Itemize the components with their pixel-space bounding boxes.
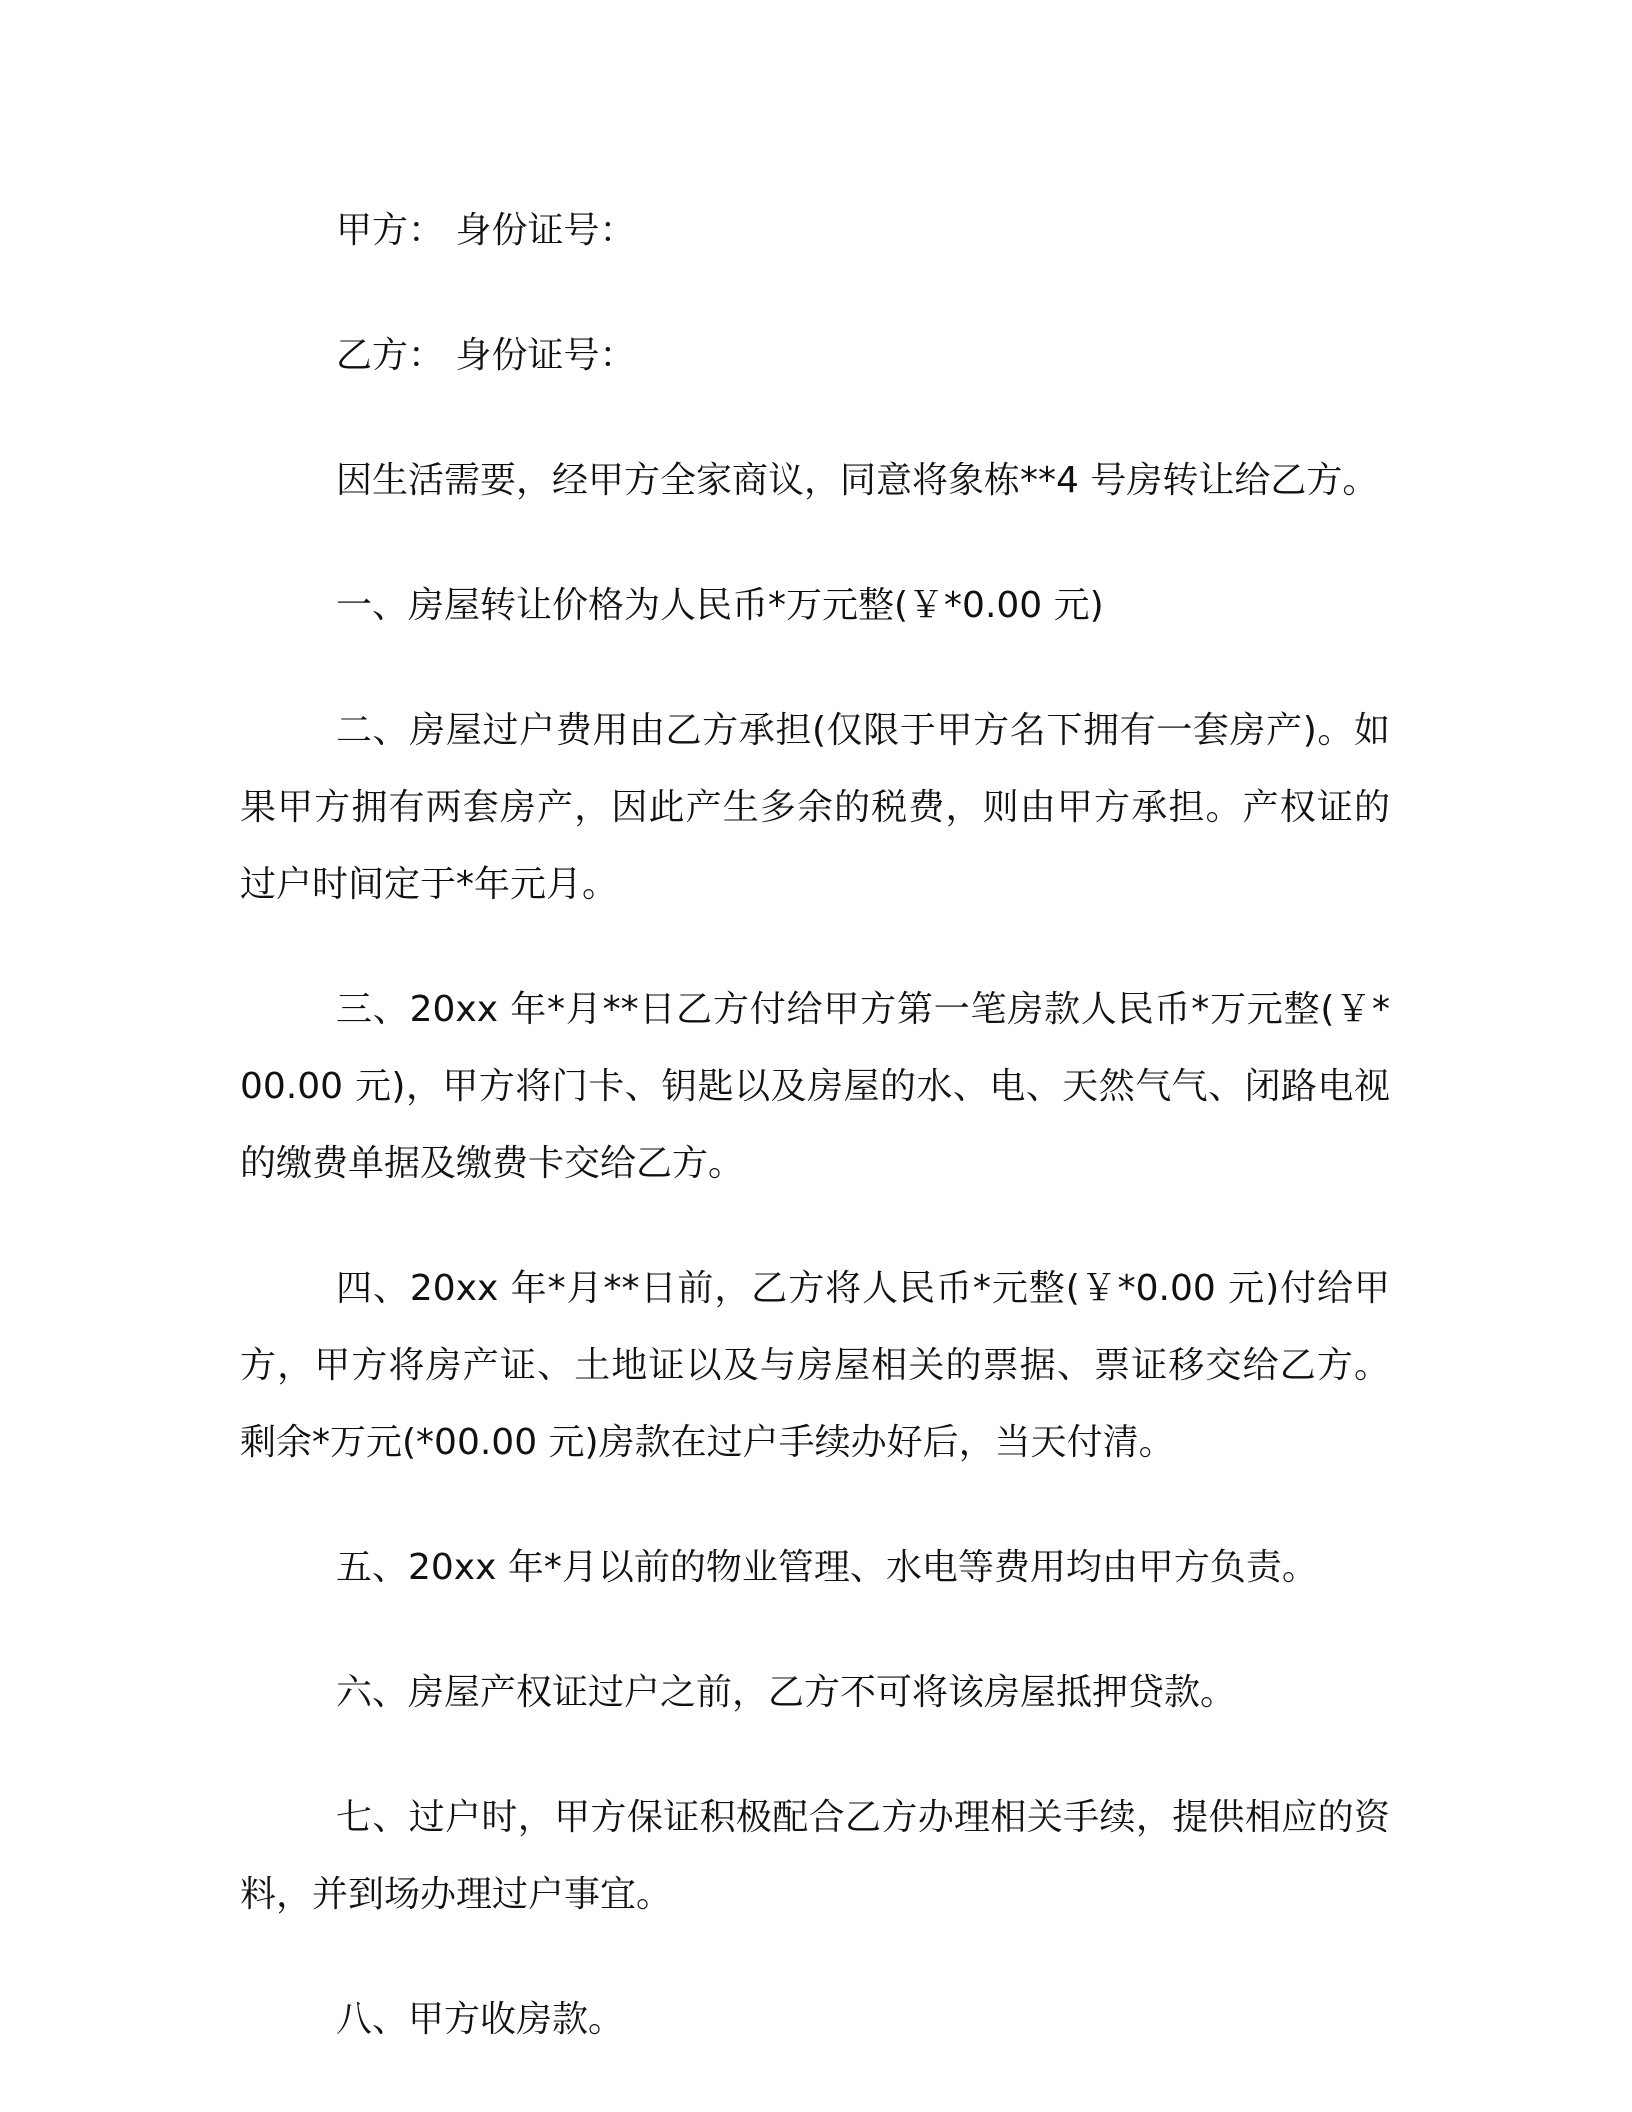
intro-paragraph: 因生活需要，经甲方全家商议，同意将象栋**4 号房转让给乙方。 [336, 460, 1379, 501]
clause-2: 二、房屋过户费用由乙方承担(仅限于甲方名下拥有一套房产)。如果甲方拥有两套房产，因此产生多余的税费，则由甲方承担。产权证的过户时间定于*年元月。 [240, 710, 1390, 905]
clause-5: 五、20xx 年*月以前的物业管理、水电等费用均由甲方负责。 [336, 1547, 1318, 1588]
party-b-line: 乙方： 身份证号： [336, 335, 636, 376]
clause-7: 七、过户时，甲方保证积极配合乙方办理相关手续，提供相应的资料，并到场办理过户事宜。 [240, 1797, 1390, 1915]
clause-6: 六、房屋产权证过户之前，乙方不可将该房屋抵押贷款。 [336, 1672, 1237, 1713]
clause-4: 四、20xx 年*月**日前，乙方将人民币*元整(￥*0.00 元)付给甲方，甲方将房产证、土地证以及与房屋相关的票据、票证移交给乙方。剩余*万元(*00.00 元)房款在过户手续办好后，当天付清。 [240, 1268, 1390, 1463]
clause-3: 三、20xx 年*月**日乙方付给甲方第一笔房款人民币*万元整(￥*00.00 元)，甲方将门卡、钥匙以及房屋的水、电、天然气气、闭路电视的缴费单据及缴费卡交给乙方。 [240, 989, 1390, 1184]
clause-1: 一、房屋转让价格为人民币*万元整(￥*0.00 元) [336, 585, 1104, 626]
clause-8: 八、甲方收房款。 [336, 1999, 625, 2040]
contract-body [240, 192, 1390, 2106]
party-a-line: 甲方： 身份证号： [336, 210, 636, 251]
